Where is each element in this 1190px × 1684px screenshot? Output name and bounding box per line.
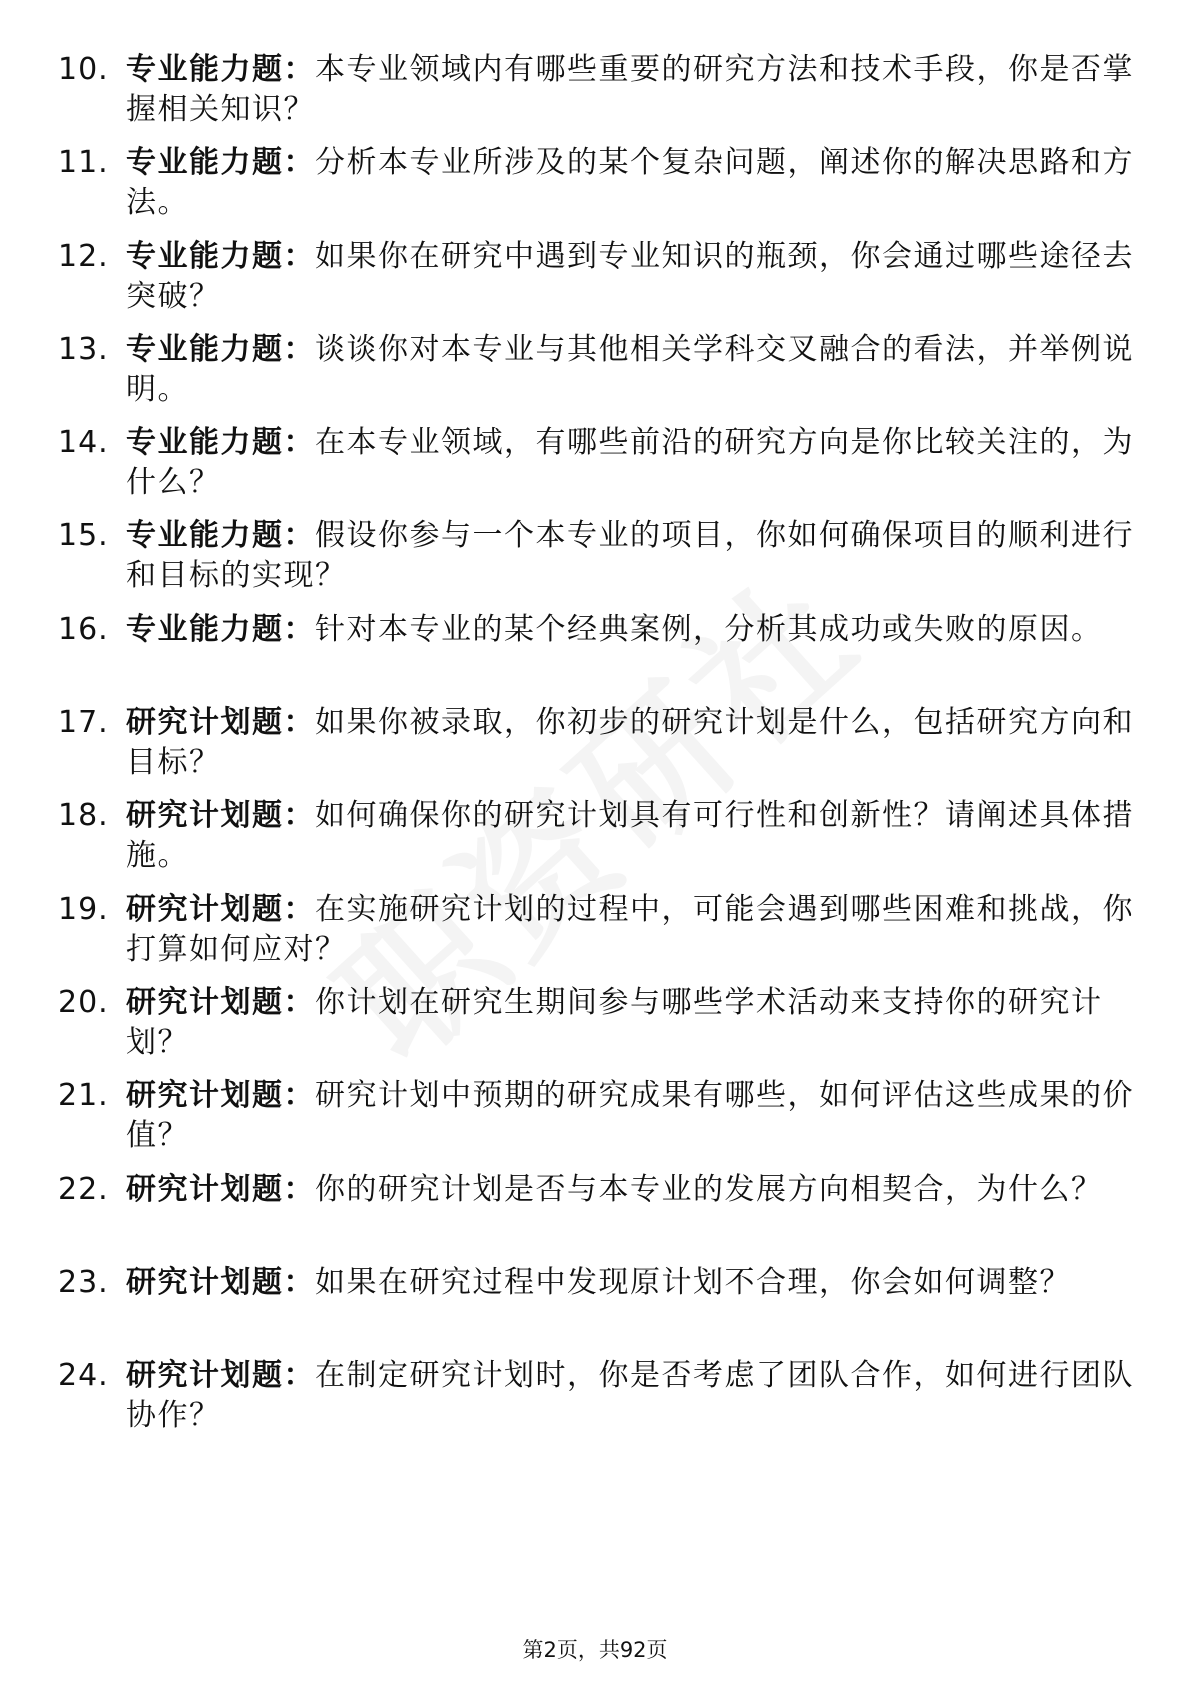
question-text bbox=[126, 890, 1134, 970]
question-body: 谈谈你对本专业与其他相关学科交叉融合的看法，并举例说明。 bbox=[126, 331, 1134, 407]
question-category: 研究计划题： bbox=[126, 1264, 315, 1300]
question-category: 研究计划题： bbox=[126, 891, 315, 927]
question-body: 如何确保你的研究计划具有可行性和创新性？请阐述具体措施。 bbox=[126, 798, 1134, 874]
list-item bbox=[58, 516, 1138, 609]
question-category: 专业能力题： bbox=[126, 331, 315, 367]
question-text bbox=[126, 516, 1134, 596]
question-body: 本专业领域内有哪些重要的研究方法和技术手段，你是否掌握相关知识？ bbox=[126, 52, 1134, 127]
question-body: 假设你参与一个本专业的项目，你如何确保项目的顺利进行和目标的实现？ bbox=[126, 518, 1134, 594]
question-body: 如果你被录取，你初步的研究计划是什么，包括研究方向和目标？ bbox=[126, 705, 1134, 781]
question-category: 研究计划题： bbox=[126, 705, 315, 741]
list-item bbox=[58, 330, 1138, 423]
question-text bbox=[126, 1356, 1134, 1436]
question-text bbox=[126, 330, 1134, 410]
question-category: 研究计划题： bbox=[126, 984, 315, 1020]
question-number: 15. bbox=[58, 518, 109, 554]
page-footer: 第2页，共92页 bbox=[522, 1638, 668, 1662]
question-text bbox=[126, 1170, 1134, 1210]
question-number: 12. bbox=[58, 238, 109, 274]
question-number: 13. bbox=[58, 331, 109, 367]
question-number: 21. bbox=[58, 1078, 109, 1114]
question-number: 24. bbox=[58, 1358, 109, 1394]
question-number: 18. bbox=[58, 798, 109, 834]
question-category: 专业能力题： bbox=[126, 238, 315, 274]
list-item bbox=[58, 1356, 1138, 1449]
question-body: 你计划在研究生期间参与哪些学术活动来支持你的研究计划？ bbox=[126, 984, 1103, 1060]
question-body: 针对本专业的某个经典案例，分析其成功或失败的原因。 bbox=[315, 611, 1103, 647]
question-text bbox=[126, 983, 1134, 1063]
question-category: 专业能力题： bbox=[126, 611, 315, 647]
list-item bbox=[58, 983, 1138, 1076]
question-category: 专业能力题： bbox=[126, 145, 315, 181]
question-body: 在本专业领域，有哪些前沿的研究方向是你比较关注的，为什么？ bbox=[126, 425, 1134, 501]
list-item bbox=[58, 423, 1138, 516]
question-text bbox=[126, 143, 1134, 223]
question-body: 研究计划中预期的研究成果有哪些，如何评估这些成果的价值？ bbox=[126, 1078, 1134, 1154]
question-number: 19. bbox=[58, 891, 109, 927]
question-body: 分析本专业所涉及的某个复杂问题，阐述你的解决思路和方法。 bbox=[126, 145, 1134, 221]
list-item bbox=[58, 143, 1138, 236]
question-list bbox=[58, 50, 1138, 1449]
question-number: 23. bbox=[58, 1264, 109, 1300]
question-body: 在制定研究计划时，你是否考虑了团队合作，如何进行团队协作？ bbox=[126, 1358, 1134, 1434]
list-item bbox=[58, 703, 1138, 796]
question-category: 专业能力题： bbox=[126, 425, 315, 461]
question-number: 16. bbox=[58, 611, 109, 647]
list-item bbox=[58, 610, 1138, 703]
list-item bbox=[58, 1076, 1138, 1169]
question-number: 22. bbox=[58, 1171, 109, 1207]
list-item bbox=[58, 50, 1138, 143]
question-text bbox=[126, 610, 1134, 650]
question-text bbox=[126, 237, 1134, 317]
list-item bbox=[58, 890, 1138, 983]
question-body: 你的研究计划是否与本专业的发展方向相契合，为什么？ bbox=[315, 1171, 1103, 1207]
question-number: 17. bbox=[58, 705, 109, 741]
question-category: 研究计划题： bbox=[126, 1358, 315, 1394]
question-text bbox=[126, 703, 1134, 783]
question-text bbox=[126, 50, 1134, 130]
question-category: 专业能力题： bbox=[126, 518, 315, 554]
question-text bbox=[126, 1263, 1134, 1303]
question-text bbox=[126, 796, 1134, 876]
question-body: 如果你在研究中遇到专业知识的瓶颈，你会通过哪些途径去突破？ bbox=[126, 238, 1134, 314]
list-item bbox=[58, 1170, 1138, 1263]
question-number: 10. bbox=[58, 52, 109, 87]
question-body: 在实施研究计划的过程中，可能会遇到哪些困难和挑战，你打算如何应对？ bbox=[126, 891, 1134, 967]
question-category: 研究计划题： bbox=[126, 798, 315, 834]
question-number: 11. bbox=[58, 145, 109, 181]
question-text bbox=[126, 1076, 1134, 1156]
question-category: 研究计划题： bbox=[126, 1171, 315, 1207]
question-category: 专业能力题： bbox=[126, 52, 315, 87]
question-text bbox=[126, 423, 1134, 503]
list-item bbox=[58, 796, 1138, 889]
list-item bbox=[58, 237, 1138, 330]
question-category: 研究计划题： bbox=[126, 1078, 315, 1114]
question-number: 14. bbox=[58, 425, 109, 461]
list-item bbox=[58, 1263, 1138, 1356]
question-number: 20. bbox=[58, 984, 109, 1020]
question-body: 如果在研究过程中发现原计划不合理，你会如何调整？ bbox=[315, 1264, 1071, 1300]
